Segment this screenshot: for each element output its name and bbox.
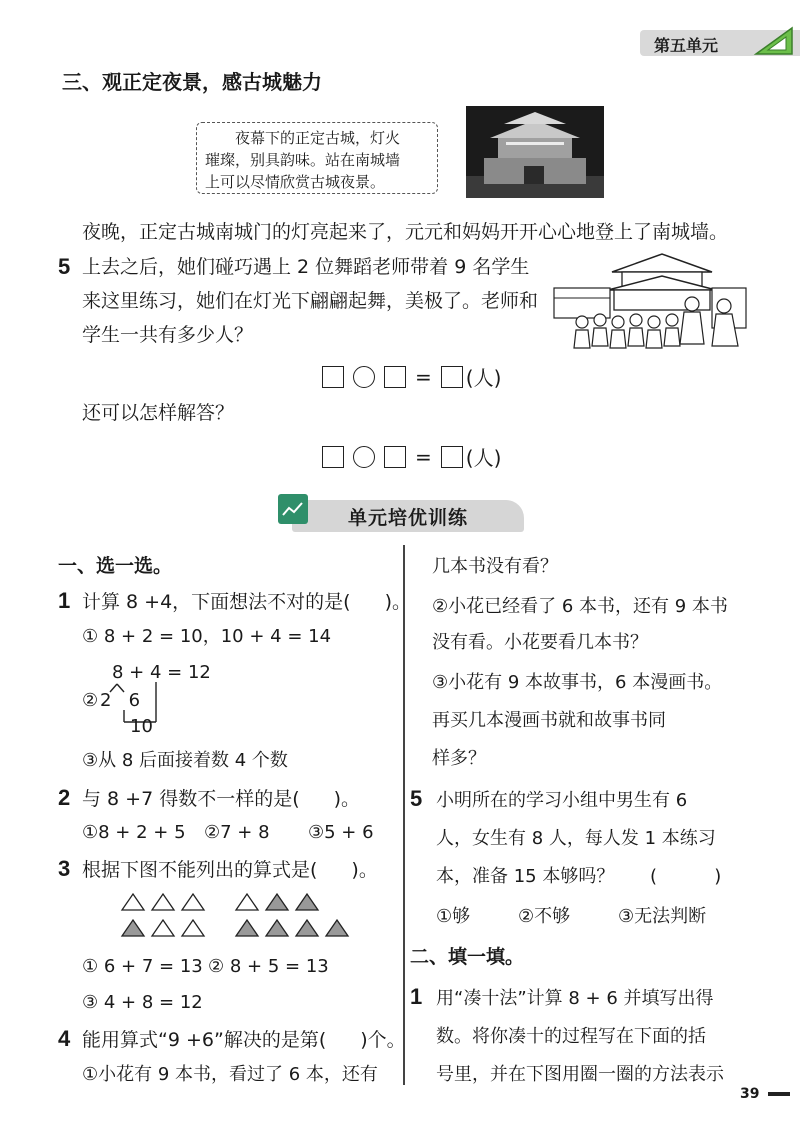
left-q1-opt3: ③从 8 后面接着数 4 个数 <box>82 750 288 771</box>
answer-box[interactable] <box>384 446 406 468</box>
banner-title: 单元培优训练 <box>348 507 469 529</box>
intro-line-2: 璀璨，别具韵味。站在南城墙 <box>205 151 401 169</box>
answer-box[interactable] <box>384 366 406 388</box>
left-q2-opt3: ③5 + 6 <box>308 822 374 843</box>
triangles-figure <box>118 892 358 942</box>
equation-row-2 <box>322 442 501 471</box>
dancers-illustration <box>552 248 748 356</box>
right-q1-line-1: 用“凑十法”计算 8 + 6 并填写出得 <box>436 988 714 1009</box>
left-q2-opt1: ①8 + 2 + 5 <box>82 822 186 843</box>
page-number: 39 <box>740 1086 790 1102</box>
equation-row-1 <box>322 362 501 391</box>
left-q1-opt2-label: ② <box>82 690 99 711</box>
left-q3-text: 根据下图不能列出的算式是( )。 <box>82 859 378 881</box>
section-banner <box>278 494 524 534</box>
right-q5-opt1: ①够 <box>436 906 471 927</box>
left-q2-opt2: ②7 + 8 <box>204 822 270 843</box>
answer-box[interactable] <box>322 446 344 468</box>
answer-box[interactable] <box>322 366 344 388</box>
right-q5-line-3: 本，准备 15 本够吗？ <box>436 866 615 887</box>
unit-label: 第五单元 <box>654 36 719 55</box>
section3-title: 三、观正定夜景，感古城魅力 <box>62 70 322 94</box>
ruler-icon <box>752 24 796 58</box>
right-q1-line-2: 数。将你凑十的过程写在下面的括 <box>436 1026 706 1047</box>
equals-sign: = <box>415 444 432 469</box>
right-q5-line-2: 人，女生有 8 人，每人发 1 本练习 <box>436 828 716 849</box>
intro-box <box>196 122 438 194</box>
night-gate-photo <box>466 106 604 198</box>
intro-line-1: 夜幕下的正定古城，灯火 <box>235 129 401 147</box>
left-q1-opt2-bottom: 10 <box>130 716 153 737</box>
right-q5-number: 5 <box>410 786 423 811</box>
chart-icon <box>278 494 308 524</box>
right-q1-number: 1 <box>410 984 423 1009</box>
right-sec2-title: 二、填一填。 <box>410 946 525 968</box>
q5-number: 5 <box>58 254 71 279</box>
left-q1-number: 1 <box>58 588 71 613</box>
right-q4-opt2-l2: 没有看。小花要看几本书？ <box>432 632 648 653</box>
q5-line-3: 学生一共有多少人？ <box>82 324 254 346</box>
answer-box[interactable] <box>441 366 463 388</box>
intro-line-3: 上可以尽情欣赏古城夜景。 <box>205 173 386 191</box>
equals-sign: = <box>415 364 432 389</box>
left-q3-opt3: ③ 4 + 8 = 12 <box>82 992 203 1013</box>
right-q5-opt2: ②不够 <box>518 906 571 927</box>
right-q5-opt3: ③无法判断 <box>618 906 707 927</box>
q5-line-1: 上去之后，她们碰巧遇上 2 位舞蹈老师带着 9 名学生 <box>82 256 530 278</box>
operator-circle[interactable] <box>353 366 375 388</box>
left-q1-opt2-top: 8 + 4 = 12 <box>112 662 211 683</box>
right-q5-paren: ( ) <box>650 866 722 887</box>
pencil-icon <box>768 1092 790 1096</box>
right-q5-line-1: 小明所在的学习小组中男生有 6 <box>436 790 688 811</box>
left-q1-text: 计算 8 +4，下面想法不对的是( )。 <box>82 591 412 613</box>
right-q1-line-3: 号里，并在下图用圈一圈的方法表示 <box>436 1064 724 1085</box>
left-q4-opt1: ①小花有 9 本书，看过了 6 本，还有 <box>82 1064 378 1085</box>
q5-line-2: 来这里练习，她们在灯光下翩翩起舞，美极了。老师和 <box>82 290 539 312</box>
unit-label: (人) <box>465 446 502 470</box>
left-q3-opt2: ② 8 + 5 = 13 <box>208 956 329 977</box>
left-q2-text: 与 8 +7 得数不一样的是( )。 <box>82 788 361 810</box>
unit-tab <box>640 30 800 56</box>
right-q4-opt2-l1: ②小花已经看了 6 本书，还有 9 本书 <box>432 596 728 617</box>
operator-circle[interactable] <box>353 446 375 468</box>
alt-prompt: 还可以怎样解答？ <box>82 402 235 424</box>
left-sec1-title: 一、选一选。 <box>58 555 173 577</box>
left-q4-text: 能用算式“9 +6”解决的是第( )个。 <box>82 1029 406 1051</box>
left-q3-opt1: ① 6 + 7 = 13 <box>82 956 203 977</box>
right-q4-opt3-l1: ③小花有 9 本故事书，6 本漫画书。 <box>432 672 723 693</box>
left-q1-opt1: ① 8 + 2 = 10，10 + 4 = 14 <box>82 626 332 647</box>
column-divider <box>403 545 405 1085</box>
left-q3-number: 3 <box>58 856 71 881</box>
left-q2-number: 2 <box>58 785 71 810</box>
right-q4-opt3-l3: 样多？ <box>432 748 486 769</box>
unit-label: (人) <box>465 366 502 390</box>
right-q4-opt3-l2: 再买几本漫画书就和故事书同 <box>432 710 666 731</box>
left-q1-opt2-split: 2 6 <box>100 690 141 711</box>
story-text: 夜晚，正定古城南城门的灯亮起来了，元元和妈妈开开心心地登上了南城墙。 <box>82 221 729 243</box>
answer-box[interactable] <box>441 446 463 468</box>
right-q4-cont: 几本书没有看？ <box>432 556 558 577</box>
left-q4-number: 4 <box>58 1026 71 1051</box>
